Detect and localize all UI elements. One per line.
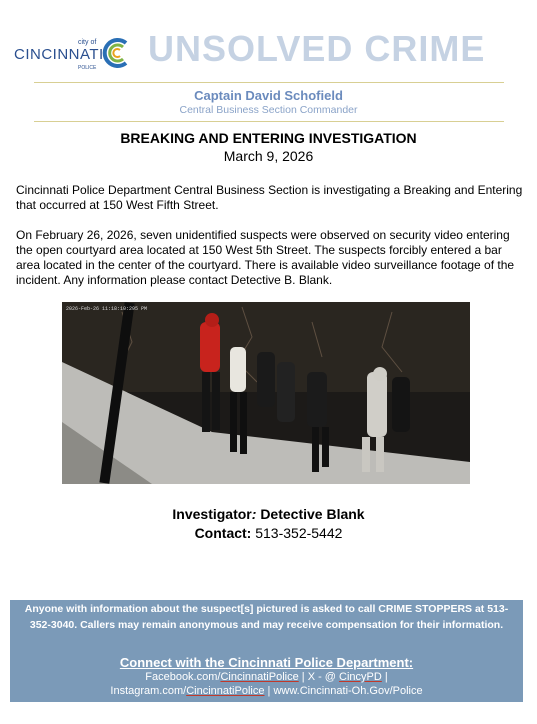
contact-phone[interactable]: 513-352-5442 [255, 525, 343, 541]
notice-paragraph-2: On February 26, 2026, seven unidentified suspects were observed on security video entering the open courtyard area located at 150 West 5th Street. The suspects forcibly entered a bar area located in the center of the courtyard. There is available video surveillance footage of the incident. Any information please contact Detective B. Blank. [16, 228, 515, 287]
surveillance-scene [62, 302, 470, 484]
x-link[interactable]: CincyPD [339, 671, 382, 683]
investigator-name: Detective Blank [260, 506, 365, 522]
notice-paragraph-1: Cincinnati Police Department Central Business Section is investigating a Breaking and Entering that occurred at 150 West Fifth Street. [16, 183, 523, 212]
contact-label: Contact: [194, 525, 252, 541]
social-line-1 [10, 671, 523, 683]
surveillance-photo [62, 302, 470, 484]
investigator-colon: : [251, 506, 257, 522]
divider-bottom [34, 121, 504, 122]
website-link[interactable]: | www.Cincinnati-Oh.Gov/Police [264, 685, 423, 697]
divider-top [34, 82, 504, 83]
x-prefix: | X - @ [298, 671, 340, 683]
investigator-label: Investigator [172, 506, 252, 522]
x-suffix: | [381, 671, 388, 683]
commander-title: Central Business Section Commander [179, 104, 358, 116]
instagram-link[interactable]: CincinnatiPolice [186, 685, 265, 697]
notice-title: BREAKING AND ENTERING INVESTIGATION [120, 130, 417, 146]
logo-police-text: POLICE [78, 65, 97, 71]
instagram-prefix: Instagram.com/ [110, 685, 187, 697]
logo-wordmark: CINCINNATI [14, 46, 104, 63]
cincinnati-police-logo [14, 34, 134, 74]
crime-stoppers-message: Anyone with information about the suspect[s] pictured is asked to call CRIME STOPPERS at 513-352-3040. Callers may remain anonymous and may receive compensation for their information. [24, 603, 509, 631]
city-c-logo-icon [100, 36, 132, 70]
facebook-prefix: Facebook.com/ [145, 671, 221, 683]
logo-city-small: city of [78, 39, 97, 46]
commander-name: Captain David Schofield [194, 88, 343, 103]
social-line-2 [10, 685, 523, 697]
unsolved-crime-banner: UNSOLVED CRIME [148, 28, 486, 69]
contact-line [0, 525, 537, 541]
crime-stoppers-footer [10, 600, 523, 702]
header [14, 30, 524, 78]
investigator-line [0, 506, 537, 522]
notice-date: March 9, 2026 [223, 148, 314, 164]
connect-heading: Connect with the Cincinnati Police Department: [119, 655, 414, 670]
facebook-link[interactable]: CincinnatiPolice [220, 671, 299, 683]
photo-timestamp: 2026-Feb-26 11:18:10:295 PM [66, 306, 148, 312]
